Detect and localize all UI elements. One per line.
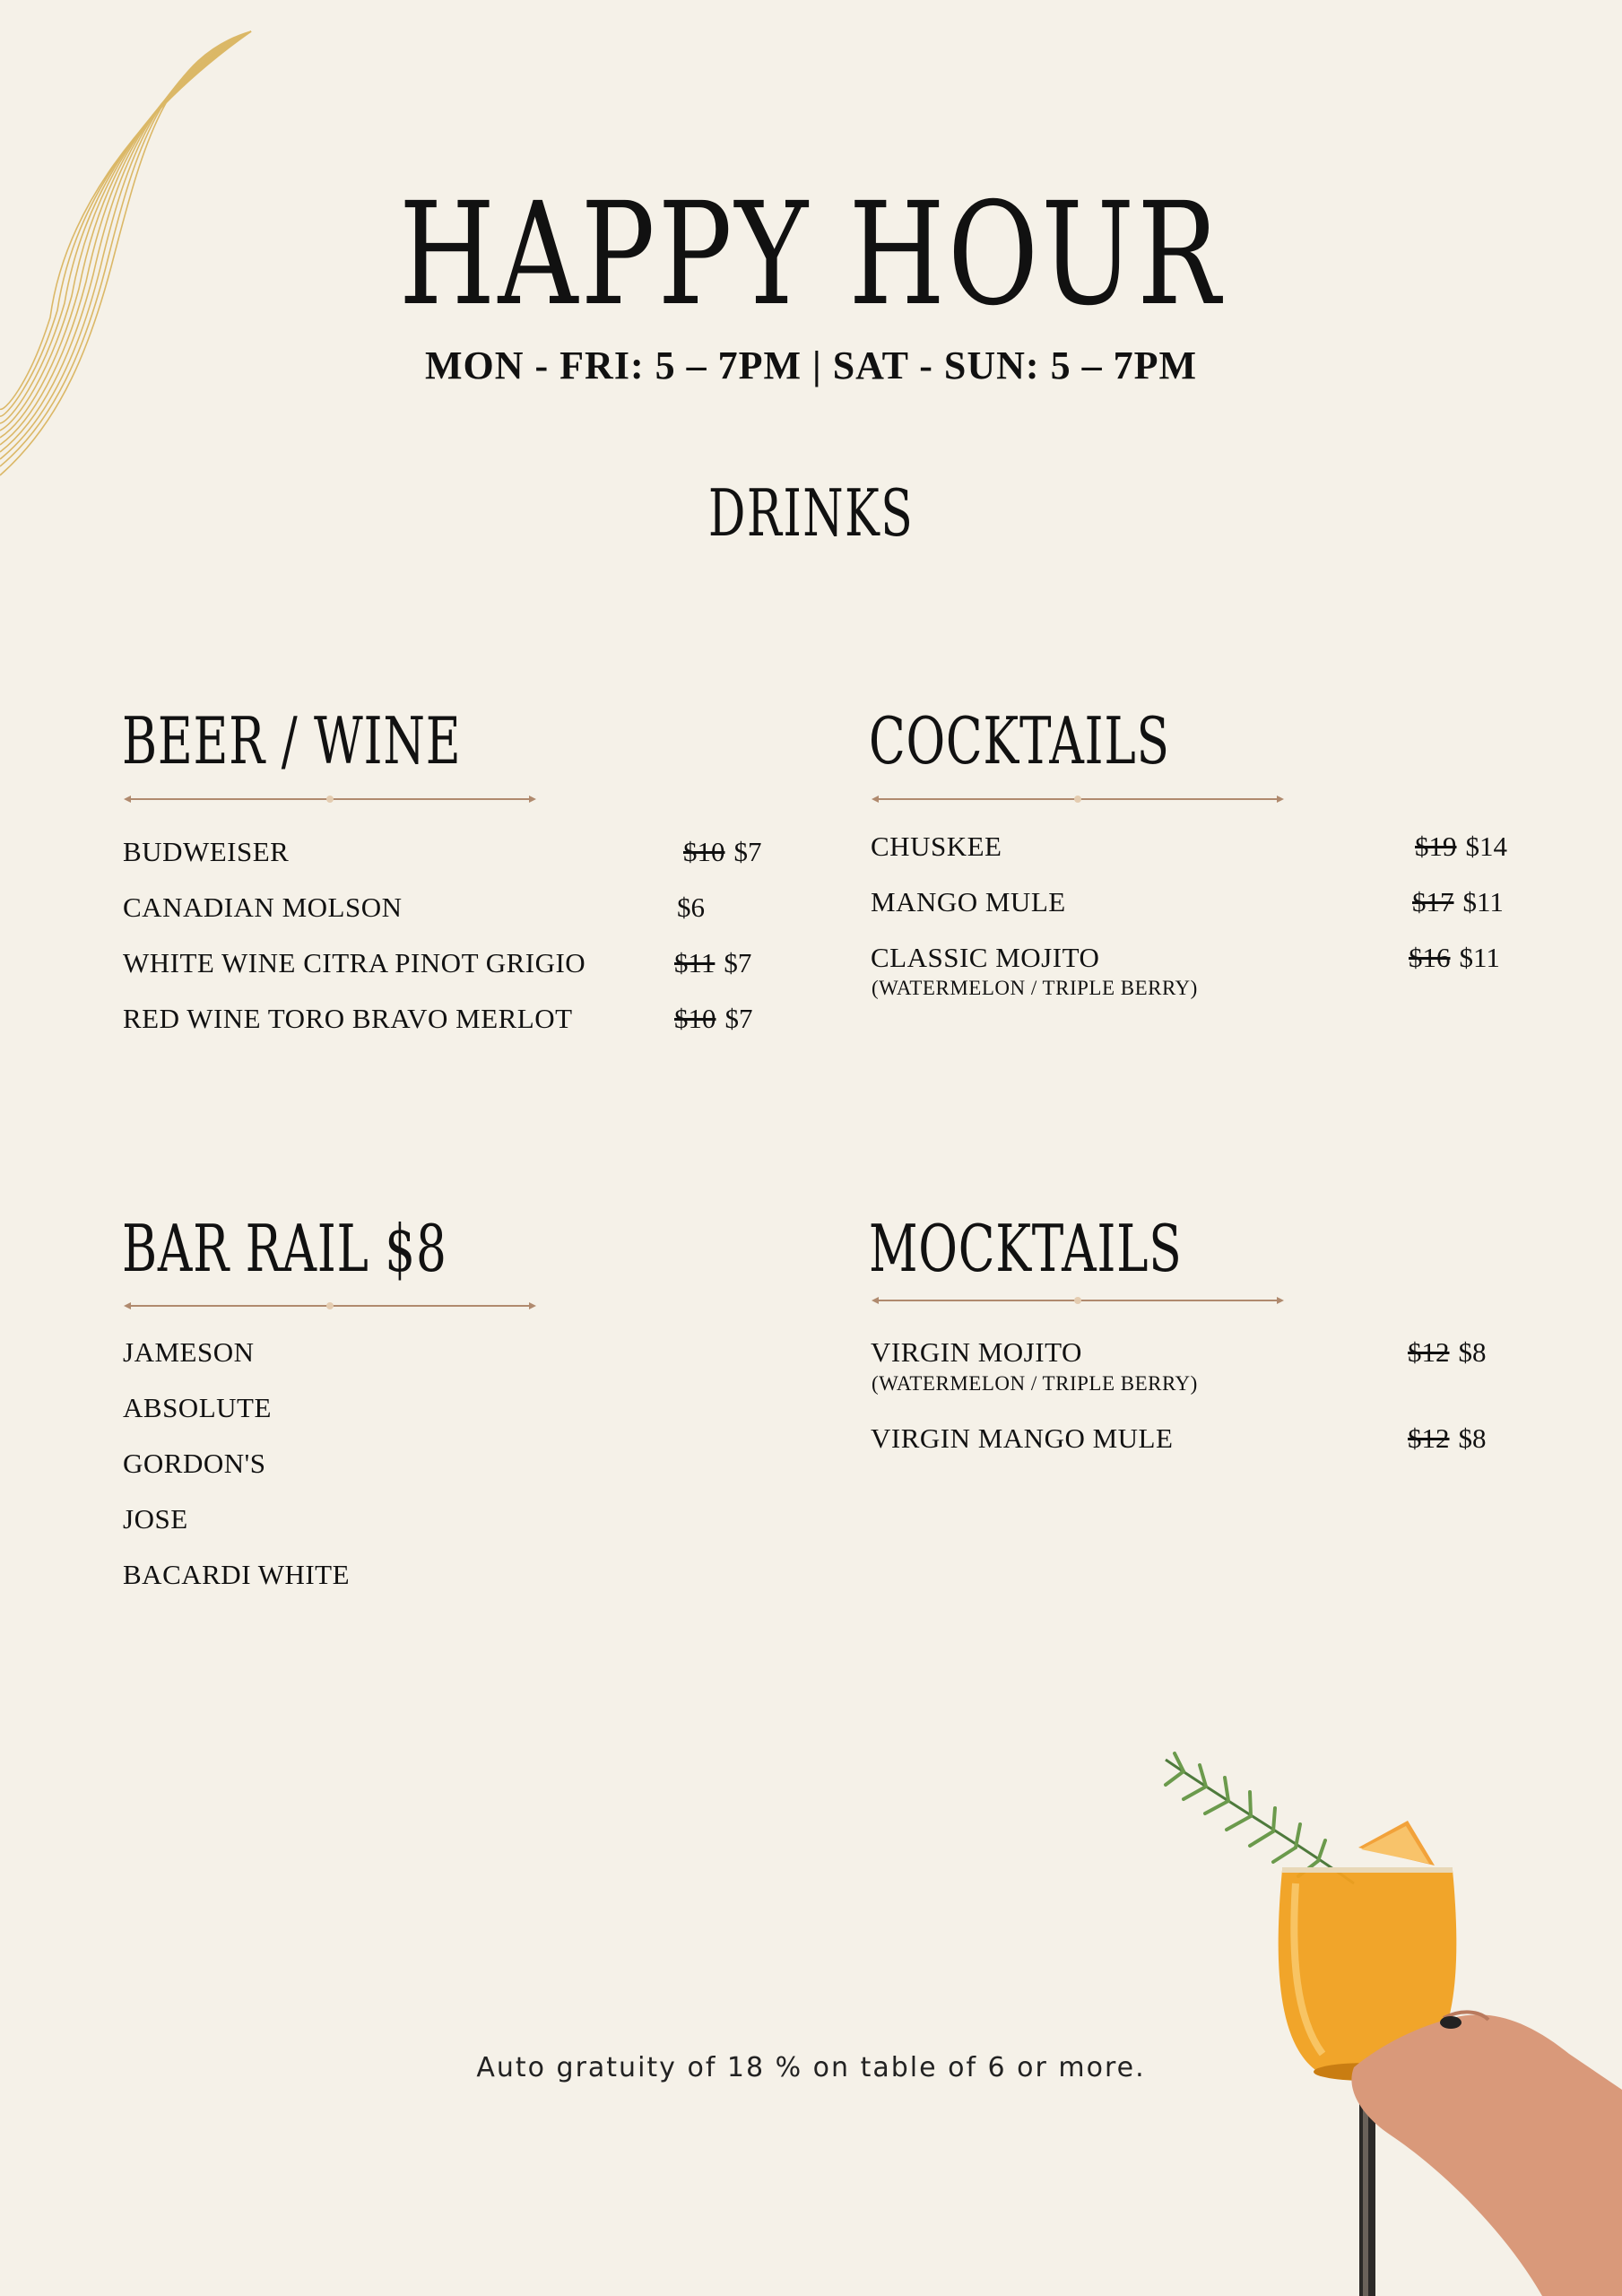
new-price: $14 — [1465, 831, 1507, 862]
happy-hour-times: MON - FRI: 5 – 7PM | SAT - SUN: 5 – 7PM — [425, 344, 1197, 387]
mocktails-section — [869, 1211, 1292, 1286]
menu-item-price — [683, 836, 762, 868]
menu-item-name: ABSOLUTE — [123, 1392, 272, 1423]
old-price: $10 — [683, 836, 725, 867]
menu-item-name: CANADIAN MOLSON — [123, 891, 403, 923]
menu-item-name: JAMESON — [123, 1336, 255, 1368]
menu-item-name: WHITE WINE CITRA PINOT GRIGIO — [123, 947, 586, 978]
menu-item-name: JOSE — [123, 1503, 188, 1535]
old-price: $12 — [1408, 1336, 1450, 1368]
page-title: HAPPY HOUR — [398, 172, 1224, 337]
menu-item-name: BACARDI WHITE — [123, 1559, 351, 1590]
menu-item-name: RED WINE TORO BRAVO MERLOT — [123, 1003, 573, 1034]
menu-item-price — [674, 947, 751, 979]
section-divider — [124, 1300, 536, 1311]
old-price: $19 — [1415, 831, 1457, 862]
menu-item-price — [1412, 886, 1504, 918]
new-price: $7 — [733, 836, 762, 867]
drinks-heading: DRINKS — [707, 475, 915, 551]
menu-item-price — [1409, 942, 1500, 974]
menu-item-note: (WATERMELON / TRIPLE BERRY) — [872, 1372, 1198, 1395]
old-price: $10 — [674, 1003, 716, 1034]
menu-item-price — [677, 891, 705, 924]
menu-item-name: GORDON'S — [123, 1448, 266, 1479]
menu-item-name: VIRGIN MANGO MULE — [871, 1422, 1174, 1454]
section-divider — [124, 794, 536, 804]
cocktail-photo — [1148, 1749, 1622, 2296]
new-price: $8 — [1458, 1422, 1487, 1454]
beer-wine-title: BEER / WINE — [122, 703, 462, 778]
menu-item-name: BUDWEISER — [123, 836, 290, 867]
menu-item-price — [1415, 831, 1507, 863]
gratuity-note: Auto gratuity of 18 % on table of 6 or more. — [476, 2052, 1146, 2083]
beer-wine-section — [122, 703, 580, 778]
menu-item-name: MANGO MULE — [871, 886, 1066, 918]
bar-rail-section — [122, 1211, 561, 1286]
cocktails-title: COCKTAILS — [869, 703, 1170, 778]
new-price: $8 — [1458, 1336, 1487, 1368]
menu-item-name: CLASSIC MOJITO — [871, 942, 1100, 973]
old-price: $16 — [1409, 942, 1451, 973]
new-price: $11 — [1462, 886, 1504, 918]
cocktails-section — [869, 703, 1276, 778]
old-price: $11 — [674, 947, 716, 978]
menu-item-name: VIRGIN MOJITO — [871, 1336, 1082, 1368]
menu-item-price — [674, 1003, 753, 1035]
bar-rail-title: BAR RAIL $8 — [122, 1211, 447, 1286]
menu-item-price — [1408, 1422, 1487, 1455]
new-price: $11 — [1459, 942, 1500, 973]
new-price: $6 — [677, 891, 705, 923]
new-price: $7 — [724, 1003, 753, 1034]
menu-item-name: CHUSKEE — [871, 831, 1002, 862]
old-price: $17 — [1412, 886, 1454, 918]
mocktails-title: MOCKTAILS — [869, 1211, 1183, 1286]
menu-item-price — [1408, 1336, 1487, 1369]
menu-item-note: (WATERMELON / TRIPLE BERRY) — [872, 977, 1198, 999]
section-divider — [872, 794, 1284, 804]
old-price: $12 — [1408, 1422, 1450, 1454]
new-price: $7 — [724, 947, 752, 978]
section-divider — [872, 1295, 1284, 1306]
